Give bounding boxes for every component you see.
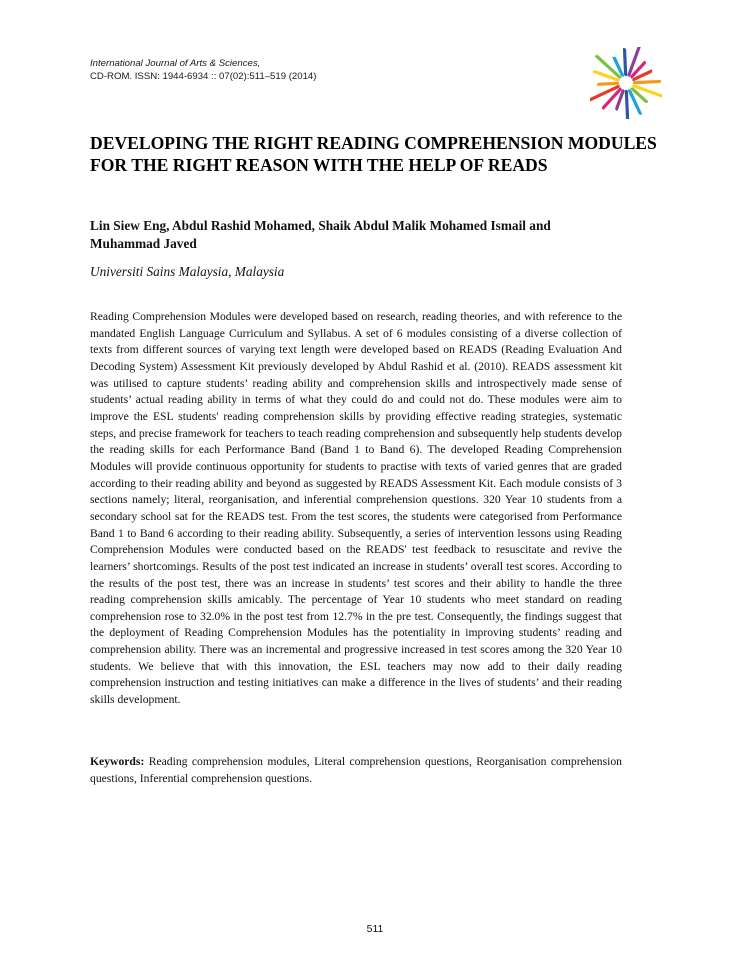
paper-title [90,133,670,176]
affiliation: Universiti Sains Malaysia, Malaysia [90,264,285,279]
keywords [90,754,622,787]
keywords-text: Reading comprehension modules, Literal comprehension questions, Reorganisation comprehension questions, Inferential comprehension questions. [90,755,622,785]
journal-header [90,57,510,83]
abstract: Reading Comprehension Modules were developed based on research, reading theories, and with reference to the mandated English Language Curriculum and Syllabus. A set of 6 modules consisting of a diverse collection of texts from different sources of varying text length were developed based on READS (Reading Evaluation And Decoding System) Assessment Kit previously developed by Abdul Rashid et al. (2010). READS assessment kit was utilised to capture students’ reading ability and comprehension skills and introspectively made sense of students’ actual reading ability in terms of what they could do and could not do. These modules were aim to improve the ESL students' reading comprehension skills by providing effective reading strategies, systematic steps, and precise framework for teachers to teach reading comprehension and subsequently help students develop the reading skills for each Performance Band (Band 1 to Band 6). The developed Reading Comprehension Modules will provide continuous opportunity for students to practise with texts of varied genres that are graded according to their reading ability and beyond as suggested by READS Assessment Kit. Each module consists of 3 sections namely; literal, reorganisation, and inferential comprehension questions. 320 Year 10 students from a secondary school sat for the READS test. From the test scores, the students were categorised from Performance Band 1 to Band 6 according to their reading ability. Subsequently, a series of intervention lessons using Reading Comprehension Modules were conducted based on the READS' test feedback to resuscitate and revive the learners’ shortcomings. Results of the post test indicated an increase in students’ overall test scores. According to the results of the post test, there was an increase in students’ test scores and their ability to handle the three reading comprehension skills amicably. The percentage of Year 10 students who meet standard on reading comprehension rose to 32.0% in the post test from 12.7% in the pre test. Consequently, the findings suggest that the deployment of Reading Comprehension Modules has the potentiality in improving students’ reading and comprehension ability. There was an incremental and progressive increased in test scores among the 320 Year 10 students. We believe that with this innovation, the ESL teachers may now add to their daily reading comprehension instruction and testing initiatives can make a difference in the lives of students’ and their reading skills development. [90,310,622,707]
title-line-1: DEVELOPING THE RIGHT READING COMPREHENSION MODULES [90,133,657,153]
authors-line-2: Muhammad Javed [90,236,197,251]
logo-ray [623,48,627,77]
title-line-2: FOR THE RIGHT REASON WITH THE HELP OF READS [90,154,548,175]
logo-center [620,77,632,89]
logo-ray [625,89,630,119]
logo-ray [632,80,661,84]
author-list [90,217,670,253]
logo-ray [597,82,620,86]
journal-name: International Journal of Arts & Sciences, [90,58,261,69]
page-number: 511 [366,923,384,935]
authors-line-1: Lin Siew Eng, Abdul Rashid Mohamed, Shaik Abdul Malik Mohamed Ismail and [90,218,551,233]
journal-logo-icon [590,47,662,119]
keywords-label: Keywords: [90,755,145,768]
journal-issn: CD-ROM. ISSN: 1944-6934 :: 07(02):511–519 (2014) [90,71,317,82]
